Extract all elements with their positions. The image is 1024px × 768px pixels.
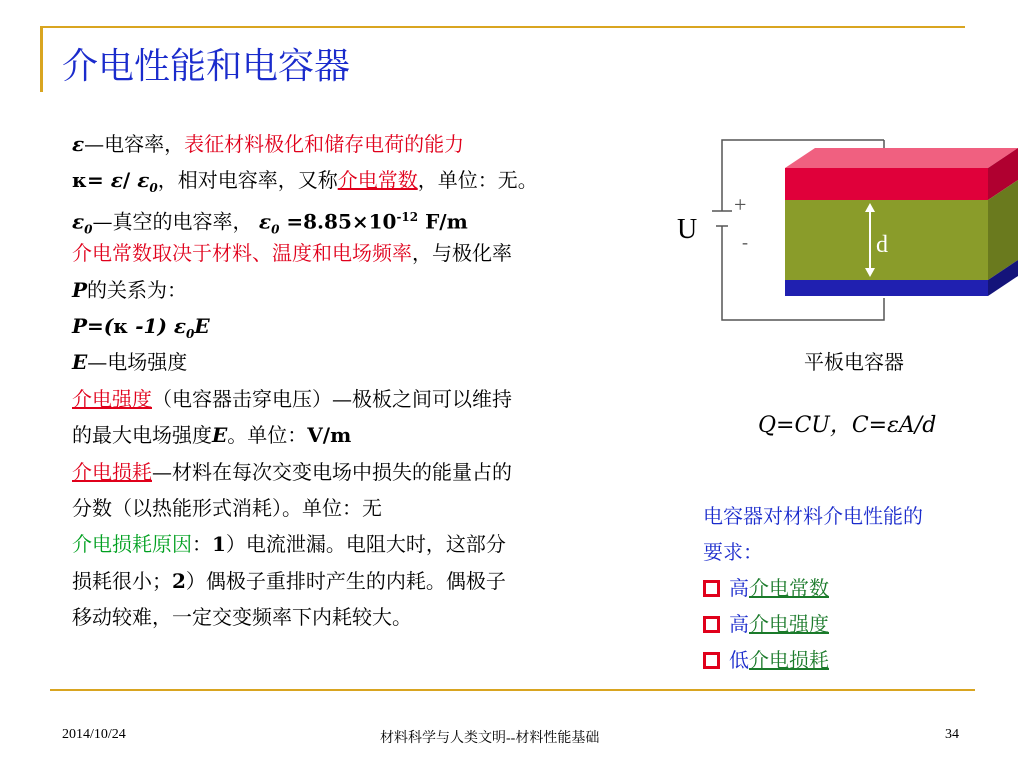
text-segment: 的最大电场强度	[72, 423, 212, 448]
voltage-label: U	[677, 214, 698, 245]
checkbox-bullet-icon	[703, 616, 720, 633]
field-symbol: E	[72, 350, 88, 375]
text-line-14	[72, 599, 642, 635]
footer-date: 2014/10/24	[62, 727, 126, 742]
number: 1	[212, 532, 226, 557]
requirement-term-link[interactable]: 介电损耗	[749, 648, 829, 672]
superscript: -12	[396, 209, 419, 224]
plus-sign: +	[734, 192, 747, 217]
text-segment: ）电流泄漏。电阻大时，这部分	[225, 532, 506, 557]
text-line-9	[72, 417, 642, 453]
text-line-6	[72, 308, 642, 344]
subscript: 0	[84, 222, 93, 237]
epsilon-symbol: ε	[258, 209, 272, 234]
footer-rule	[50, 689, 975, 691]
text-segment: （电容器击穿电压）—极板之间可以维持	[152, 386, 512, 411]
checkbox-bullet-icon	[703, 580, 720, 597]
epsilon-symbol: ε	[110, 168, 123, 193]
subscript: 0	[271, 222, 280, 237]
requirements-heading-line2: 要求：	[703, 540, 763, 564]
text-segment: /	[122, 168, 138, 193]
footer-page-number: 34	[945, 727, 959, 742]
minus-sign: -	[742, 232, 748, 252]
text-segment: 的关系为：	[87, 277, 188, 302]
top-plate	[785, 168, 988, 200]
text-line-7	[72, 344, 642, 380]
text-segment: —电容率，	[84, 132, 185, 156]
thickness-label: d	[876, 232, 888, 258]
requirement-term-link[interactable]: 介电强度	[749, 612, 829, 636]
requirement-term-link[interactable]: 介电常数	[749, 576, 829, 600]
formula-segment: -1)	[128, 313, 174, 338]
requirements-block	[703, 498, 1003, 678]
formula-segment: P=(	[72, 313, 114, 338]
polarization-symbol: P	[72, 277, 88, 302]
link-dielectric-loss[interactable]: 介电损耗	[72, 459, 152, 484]
highlight-red-text: 表征材料极化和储存电荷的能力	[184, 132, 465, 156]
requirement-prefix: 低	[729, 648, 749, 672]
top-plate-top-face	[785, 148, 1018, 168]
vacuum-permittivity-value: =8.85×10	[279, 209, 397, 234]
bottom-plate	[785, 280, 988, 296]
text-line-2	[72, 162, 642, 198]
formula-segment: E	[194, 313, 210, 338]
unit-text: F/m	[418, 209, 468, 234]
text-segment: ，与极化率	[412, 241, 512, 266]
top-rule	[40, 26, 965, 28]
requirement-item	[703, 642, 1003, 678]
text-line-1	[72, 126, 642, 162]
text-line-10	[72, 454, 642, 490]
text-segment: —材料在每次交变电场中损失的能量占的	[152, 459, 512, 484]
text-segment: 分数（以热能形式消耗）。单位：无	[72, 495, 382, 520]
epsilon-symbol: ε	[72, 209, 85, 234]
unit-text: V/m	[307, 423, 352, 448]
main-text-block	[72, 126, 642, 635]
text-segment: —真空的电容率，	[92, 209, 259, 234]
requirement-item	[703, 606, 1003, 642]
title-accent-bar	[40, 28, 43, 92]
kappa-symbol: κ	[113, 313, 129, 338]
subscript: 0	[149, 181, 158, 196]
text-segment: 。单位：	[227, 423, 308, 448]
text-line-8	[72, 381, 642, 417]
checkbox-bullet-icon	[703, 652, 720, 669]
kappa-symbol: κ	[72, 168, 87, 193]
highlight-green-text: 介电损耗原因	[72, 532, 192, 557]
text-line-11	[72, 490, 642, 526]
text-segment: ）偶极子重排时产生的内耗。偶极子	[185, 568, 506, 593]
subscript: 0	[186, 326, 195, 341]
link-dielectric-constant[interactable]: 介电常数	[337, 168, 418, 193]
diagram-caption: 平板电容器	[804, 350, 904, 374]
text-line-13	[72, 563, 642, 599]
text-segment: ，单位：无。	[417, 168, 538, 193]
text-segment: —电场强度	[87, 350, 188, 375]
requirement-item	[703, 570, 1003, 606]
capacitance-formula: Q=CU，C=εA/d	[758, 413, 937, 438]
footer-course-title: 材料科学与人类文明--材料性能基础	[380, 731, 600, 746]
text-segment: ：	[192, 532, 212, 557]
number: 2	[172, 568, 186, 593]
wire-top	[722, 140, 785, 198]
requirements-heading-line1: 电容器对材料介电性能的	[703, 504, 923, 528]
text-line-12	[72, 526, 642, 562]
text-line-5	[72, 272, 642, 308]
requirement-prefix: 高	[729, 576, 749, 600]
field-symbol: E	[212, 423, 228, 448]
highlight-red-text: 介电常数取决于材料、温度和电场频率	[72, 241, 412, 266]
epsilon-symbol: ε	[72, 132, 85, 156]
text-segment: ，相对电容率，又称	[157, 168, 338, 193]
requirement-prefix: 高	[729, 612, 749, 636]
text-segment: =	[87, 168, 111, 193]
slide-title: 介电性能和电容器	[62, 46, 351, 87]
text-line-4	[72, 235, 642, 271]
epsilon-symbol: ε	[137, 168, 150, 193]
text-line-3	[72, 199, 642, 235]
text-segment: 损耗很小；	[72, 568, 172, 593]
link-dielectric-strength[interactable]: 介电强度	[72, 386, 152, 411]
epsilon-symbol: ε	[173, 313, 187, 338]
text-segment: 移动较难，一定交变频率下内耗较大。	[72, 605, 412, 630]
capacitor-diagram	[677, 120, 1020, 330]
